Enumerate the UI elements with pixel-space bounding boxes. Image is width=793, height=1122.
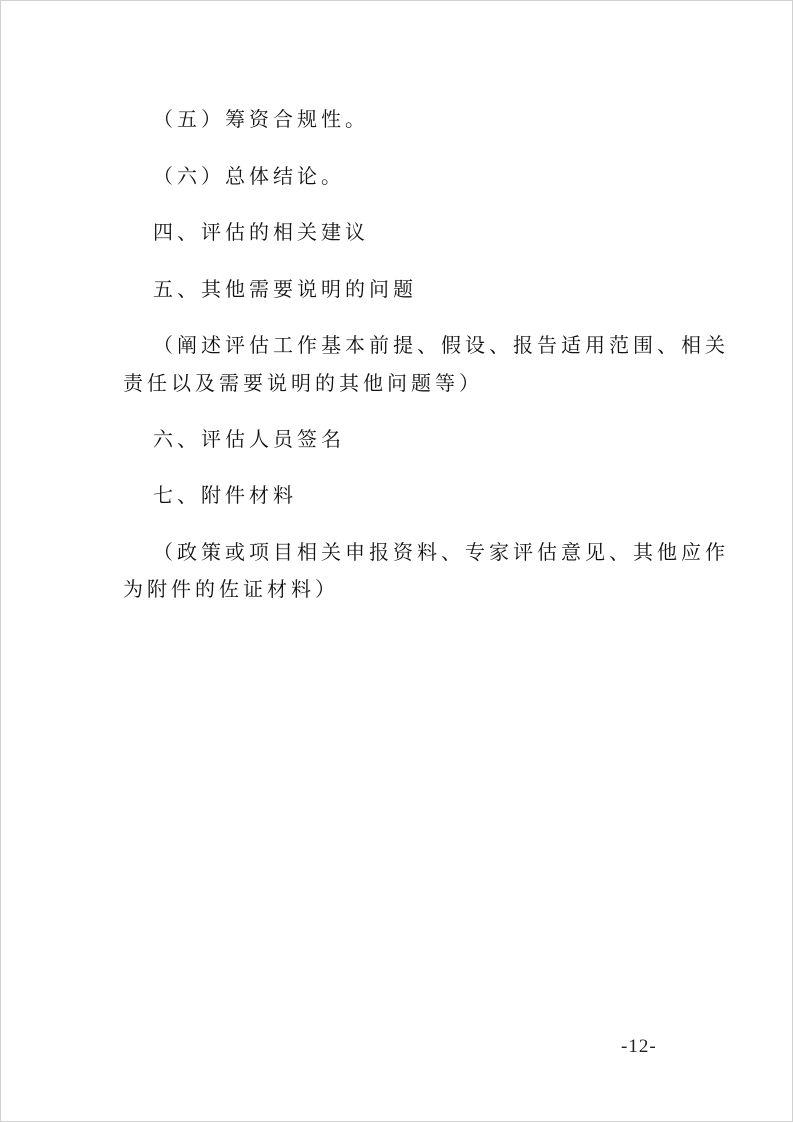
section-heading-attachments: 七、附件材料 (153, 483, 297, 507)
other-issues-note-line-1: （阐述评估工作基本前提、假设、报告适用范围、相关 (153, 333, 729, 357)
section-heading-other-issues: 五、其他需要说明的问题 (153, 277, 417, 301)
item-overall-conclusion: （六）总体结论。 (153, 164, 345, 188)
section-heading-recommendations: 四、评估的相关建议 (153, 220, 369, 244)
item-fundraising-compliance: （五）筹资合规性。 (153, 107, 369, 131)
attachments-note-line-1: （政策或项目相关申报资料、专家评估意见、其他应作 (153, 540, 729, 564)
attachments-note-line-2: 为附件的佐证材料） (123, 577, 339, 601)
section-heading-signatures: 六、评估人员签名 (153, 427, 345, 451)
page-number: -12- (621, 1036, 657, 1057)
other-issues-note-line-2: 责任以及需要说明的其他问题等） (123, 371, 483, 395)
